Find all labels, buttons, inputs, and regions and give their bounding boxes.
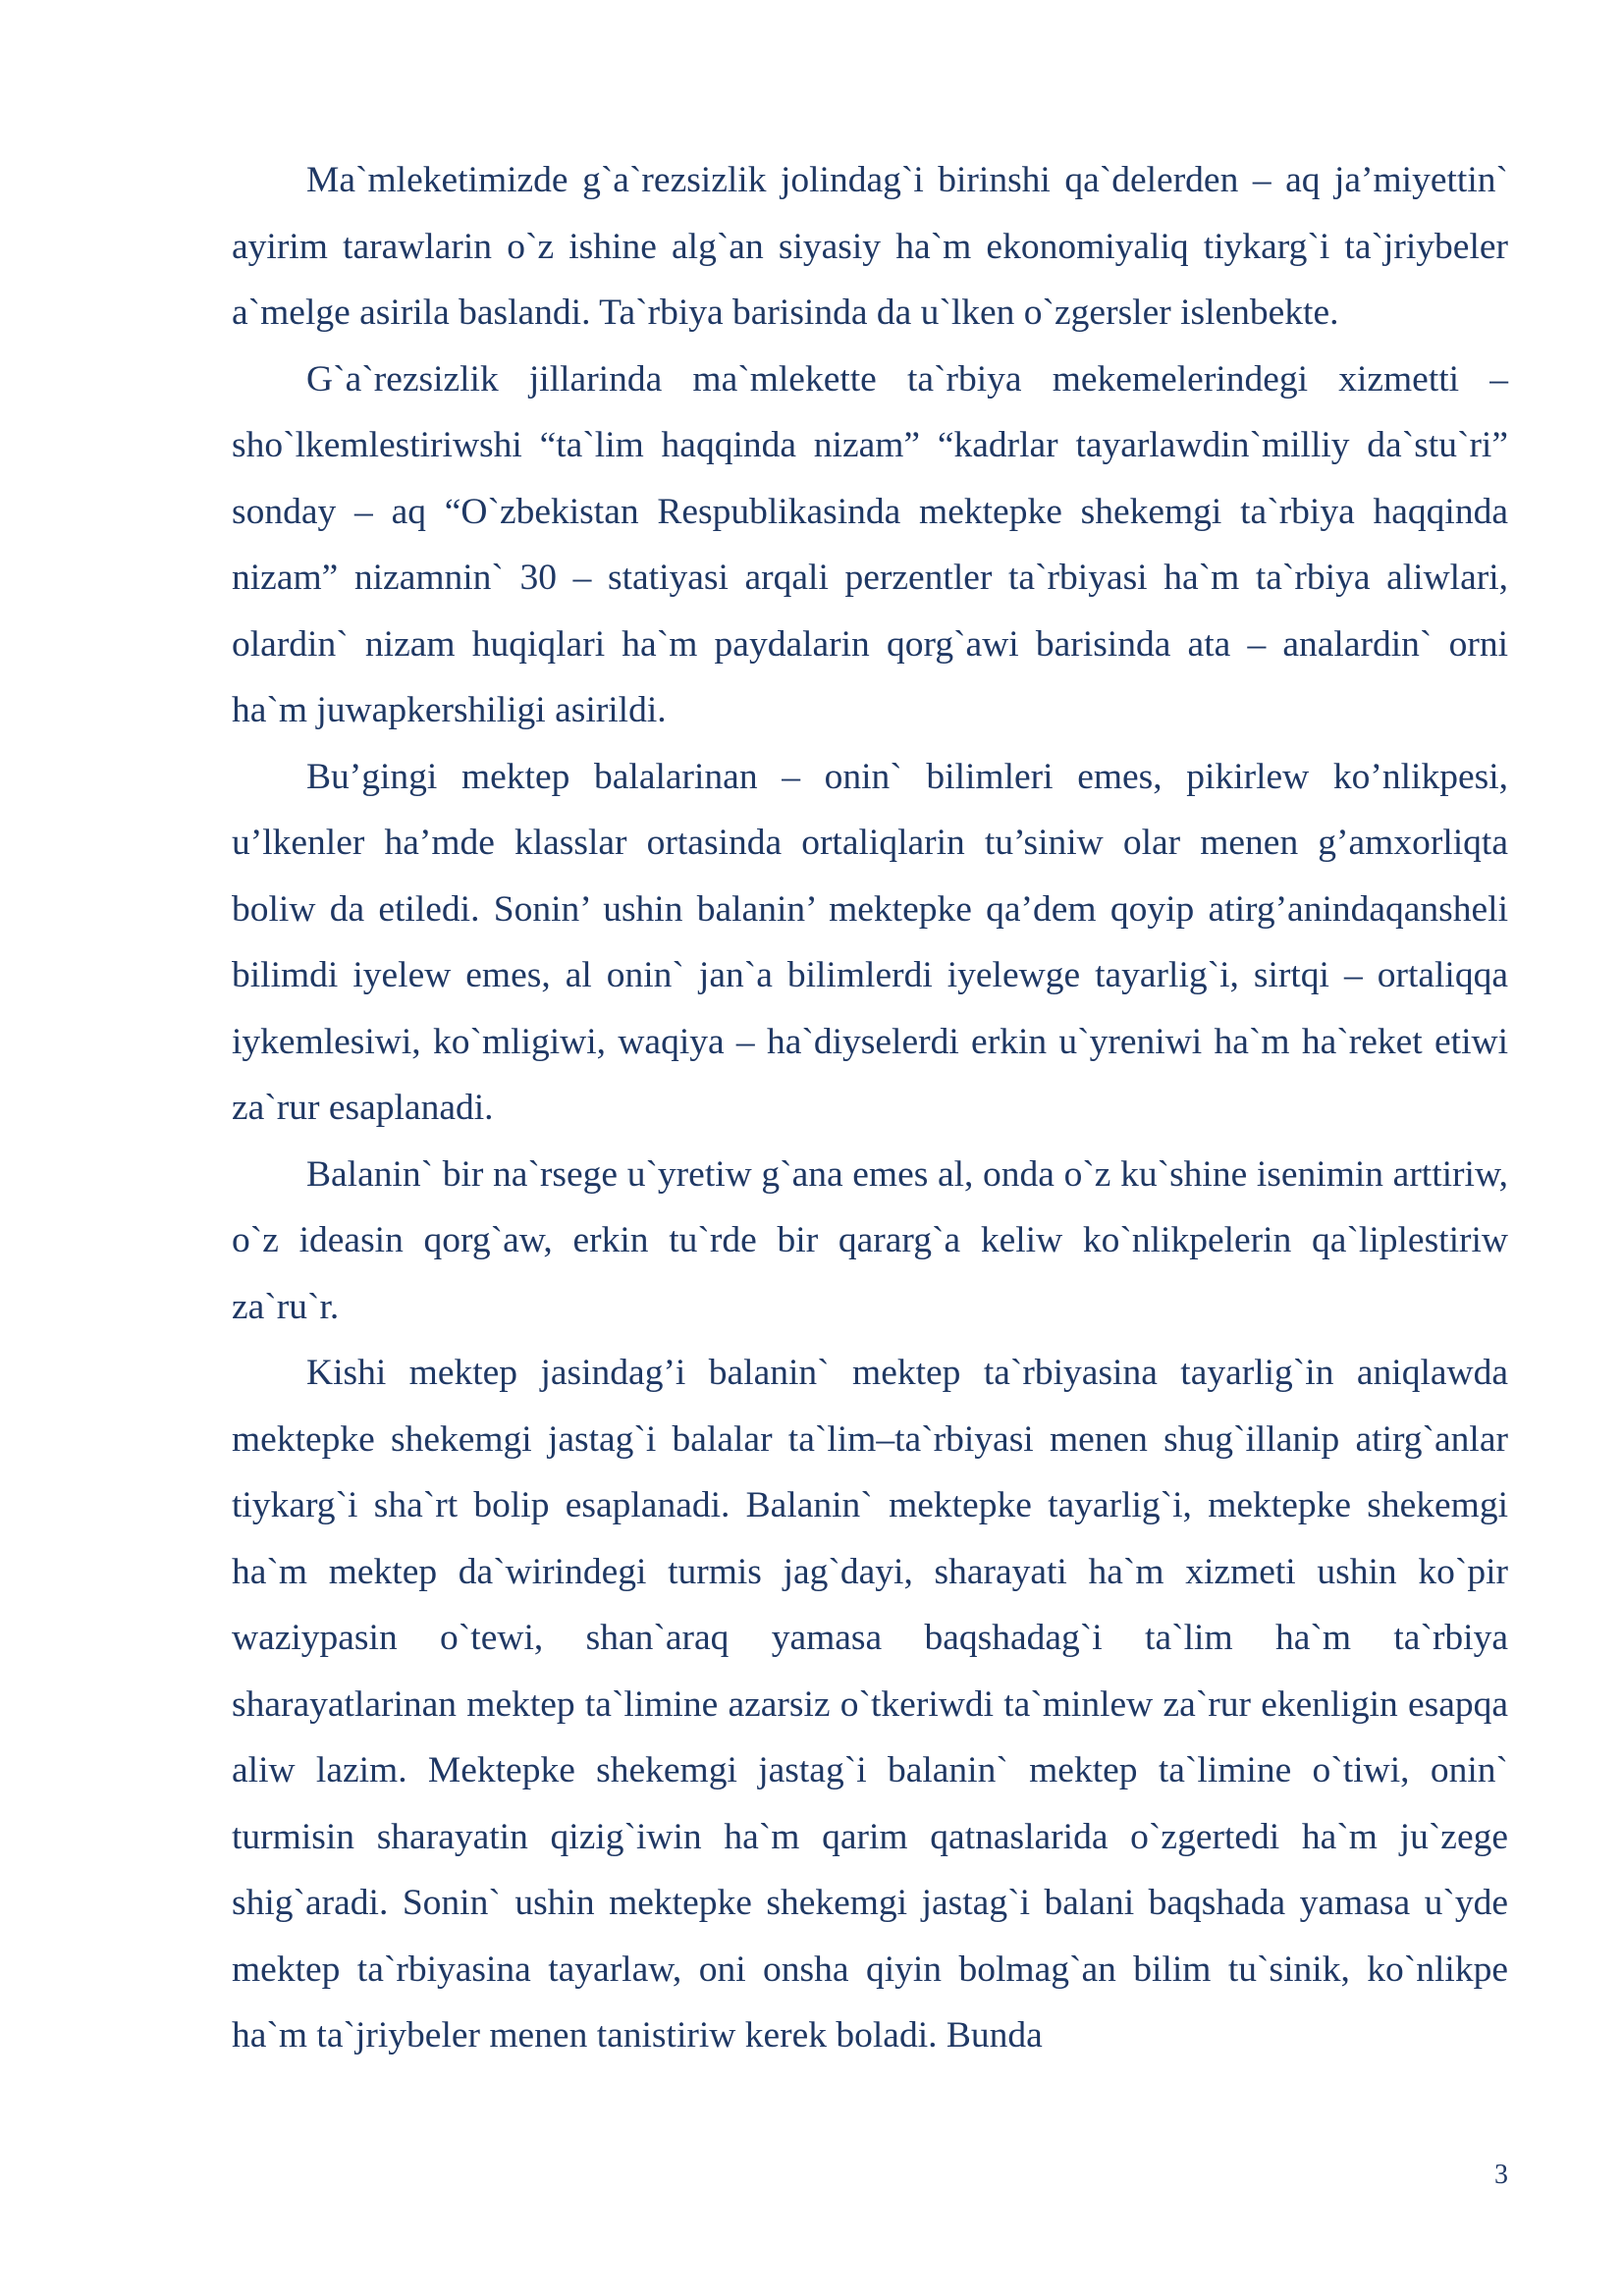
- paragraph-2: G`a`rezsizlik jillarinda ma`mlekette ta`rbiya mekemelerindegi xizmetti – sho`lkemlestiriwshi “ta`lim haqqinda nizam” “kadrlar tayarlawdin`milliy da`stu`ri” sonday – aq “O`zbekistan Respublikasinda mektepke shekemgi ta`rbiya haqqinda nizam” nizamnin` 30 – statiyasi arqali perzentler ta`rbiyasi ha`m ta`rbiya aliwlari, olardin` nizam huqiqlari ha`m paydalarin qorg`awi barisinda ata – analardin` orni ha`m juwapkershiligi asirildi.: [232, 358, 1508, 730]
- document-body: [232, 147, 1508, 2069]
- page-number: 3: [1494, 2160, 1508, 2190]
- paragraph-1: Ma`mleketimizde g`a`rezsizlik jolindag`i birinshi qa`delerden – aq ja’miyettin` ayirim tarawlarin o`z ishine alg`an siyasiy ha`m ekonomiyaliq tiykarg`i ta`jriybeler a`melge asirila baslandi. Ta`rbiya barisinda da u`lken o`zgersler islenbekte.: [232, 160, 1508, 333]
- paragraph-5: Kishi mektep jasindag’i balanin` mektep ta`rbiyasina tayarlig`in aniqlawda mektepke shekemgi jastag`i balalar ta`lim–ta`rbiyasi menen shug`illanip atirg`anlar tiykarg`i sha`rt bolip esaplanadi. Balanin` mektepke tayarlig`i, mektepke shekemgi ha`m mektep da`wirindegi turmis jag`dayi, sharayati ha`m xizmeti ushin ko`pir waziypasin o`tewi, shan`araq yamasa baqshadag`i ta`lim ha`m ta`rbiya sharayatlarinan mektep ta`limine azarsiz o`tkeriwdi ta`minlew za`rur ekenligin esapqa aliw lazim. Mektepke shekemgi jastag`i balanin` mektep ta`limine o`tiwi, onin` turmisin sharayatin qizig`iwin ha`m qarim qatnaslarida o`zgertedi ha`m ju`zege shig`aradi. Sonin` ushin mektepke shekemgi jastag`i balani baqshada yamasa u`yde mektep ta`rbiyasina tayarlaw, oni onsha qiyin bolmag`an bilim tu`sinik, ko`nlikpe ha`m ta`jriybeler menen tanistiriw kerek boladi. Bunda: [232, 1353, 1508, 2056]
- paragraph-3: Bu’gingi mektep balalarinan – onin` bilimleri emes, pikirlew ko’nlikpesi, u’lkenler ha’mde klasslar ortasinda ortaliqlarin tu’siniw olar menen g’amxorliqta boliw da etiledi. Sonin’ ushin balanin’ mektepke qa’dem qoyip atirg’anindaqansheli bilimdi iyelew emes, al onin` jan`a bilimlerdi iyelewge tayarlig`i, sirtqi – ortaliqqa iykemlesiwi, ko`mligiwi, waqiya – ha`diyselerdi erkin u`yreniwi ha`m ha`reket etiwi za`rur esaplanadi.: [232, 756, 1508, 1128]
- paragraph-4: Balanin` bir na`rsege u`yretiw g`ana emes al, onda o`z ku`shine isenimin arttiriw, o`z ideasin qorg`aw, erkin tu`rde bir qararg`a keliw ko`nlikpelerin qa`liplestiriw za`ru`r.: [232, 1153, 1508, 1327]
